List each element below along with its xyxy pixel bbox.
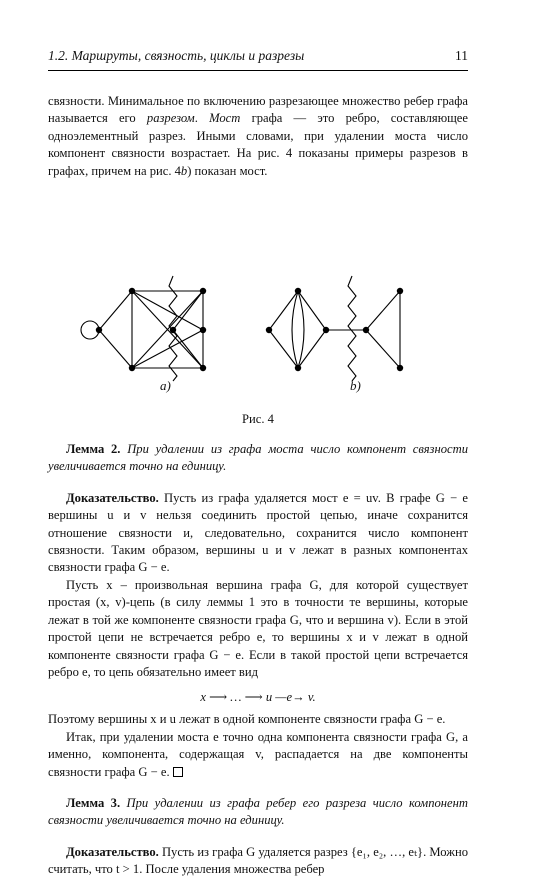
vertex — [295, 365, 301, 371]
proof-1-head: Доказательство. — [66, 490, 159, 505]
intro-text-7: ) показан мост. — [187, 163, 268, 178]
vertex — [397, 288, 403, 294]
cut-line-b — [348, 276, 356, 381]
proof-2-head: Доказательство. — [66, 844, 159, 859]
intro-text-1: связности. Минимальное по включению разрезающее множество ребер графа называется его — [48, 94, 468, 126]
proof-1-p3: Поэтому вершины x и u лежат в одной компоненте связности графа G − e. — [48, 712, 446, 727]
vertex — [397, 365, 403, 371]
lemma-2-head: Лемма 2. — [66, 442, 121, 457]
vertex — [266, 327, 272, 333]
lemma-3-text: При удалении из графа ребер его разреза число компонент связности увеличивается точно на единицу. — [48, 795, 468, 828]
edge-a — [173, 291, 203, 330]
figure-label-b: b) — [350, 378, 361, 394]
proof-1-p2: Пусть x – произвольная вершина графа G, для которой существует простая (x, v)-цепь (в силу леммы 1 это в точности те вершины, которые лежат в той же компоненте связности графа G, что и вершина v). Если в этой простой цепи не встречается ребро e, то вершины x и v лежат в одной компоненте связности графа G − e. Если в такой простой цепи встречается ребро e, то цепь обязательно имеет вид — [48, 577, 468, 679]
proof-1-p1 — [48, 490, 468, 577]
vertex — [295, 288, 301, 294]
edge-a — [132, 330, 203, 368]
figure-4-graphs — [48, 186, 468, 386]
edge-b — [366, 291, 400, 330]
figure-4 — [48, 186, 468, 408]
lemma-2 — [48, 441, 468, 476]
proof-2 — [48, 844, 468, 879]
proof-2-text: Пусть из графа G удаляется разрез {e₁, e₂, …, eₜ}. Можно считать, что t > 1. После удаления множества ребер — [48, 844, 469, 877]
proof-1-p4 — [48, 729, 468, 781]
intro-text-5: графа — это ребро, составляющее одноэлементный разрез. Иными словами, при удалении моста число компонент связности возрастает. На рис. 4 показаны примеры разрезов в графах, причем на рис. 4 — [48, 111, 468, 178]
edge-b — [292, 291, 298, 368]
figure-label-a: a) — [160, 378, 171, 394]
vertex — [170, 327, 176, 333]
section-title: 1.2. Маршруты, связность, циклы и разрезы — [48, 48, 305, 63]
page — [48, 48, 468, 879]
vertex — [363, 327, 369, 333]
vertex — [323, 327, 329, 333]
page-number: 11 — [455, 48, 468, 63]
lemma-2-text: При удалении из графа моста число компонент связности увеличивается точно на единицу. — [48, 442, 468, 474]
vertex — [129, 288, 135, 294]
edge-b — [298, 291, 304, 368]
qed-icon — [173, 767, 183, 777]
edge-a — [99, 291, 132, 330]
intro-paragraph — [48, 93, 468, 180]
edge-a — [99, 330, 132, 368]
edge-b — [366, 330, 400, 368]
header-rule — [48, 70, 468, 71]
vertex — [96, 327, 102, 333]
vertex — [200, 365, 206, 371]
lemma-3 — [48, 795, 468, 830]
edge-a — [132, 291, 203, 330]
chain-formula: x ⟶ … ⟶ u —e→ v. — [200, 690, 316, 705]
running-header — [48, 48, 468, 68]
intro-fig-letter: b — [180, 163, 188, 178]
vertex — [200, 327, 206, 333]
vertex — [129, 365, 135, 371]
vertex — [200, 288, 206, 294]
proof-1-text: Пусть из графа удаляется мост e = uv. В графе G − e вершины u и v нельзя соединить простой цепью, иначе сохранится отношение связности и, следовательно, сохранится число компонент связности. Таким образом, вершины u и v лежат в разных компонентах связности графа G − e. — [48, 490, 468, 575]
term-razrez: разрезом — [146, 111, 195, 126]
proof-1-p4-text: Итак, при удалении моста e точно одна компонента связности графа G, а именно, компонента, содержащая v, распадается на две компоненты связности графа G − e. — [48, 729, 468, 779]
term-most: Мост — [209, 111, 241, 126]
figure-caption: Рис. 4 — [242, 412, 274, 427]
edge-a — [173, 330, 203, 368]
lemma-3-head: Лемма 3. — [66, 795, 121, 810]
intro-text-3: . — [194, 111, 210, 126]
